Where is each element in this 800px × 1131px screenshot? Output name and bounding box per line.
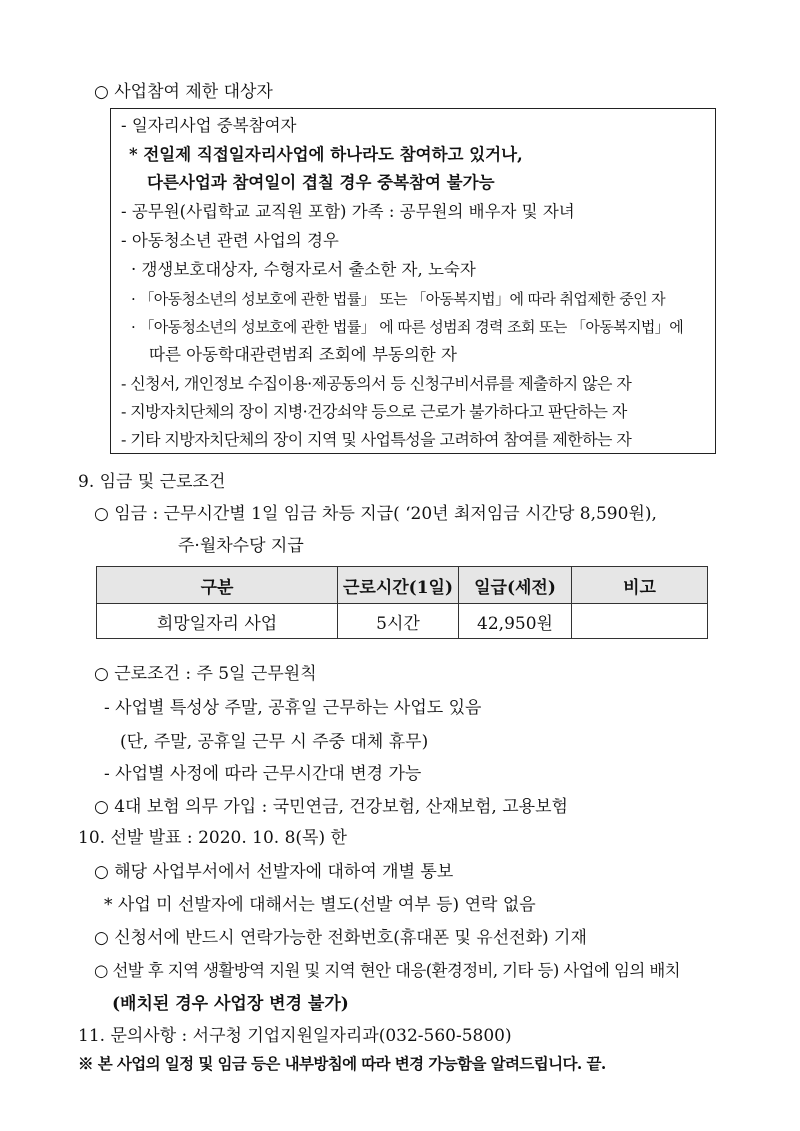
restriction-item: · 「아동청소년의 성보호에 관한 법률」 에 따른 성범죄 경력 조회 또는 「아동복지법」에 xyxy=(131,318,684,336)
restriction-item: - 지방자치단체의 장이 지병·건강쇠약 등으로 근로가 불가하다고 판단하는 자 xyxy=(121,402,627,421)
table-cell: 희망일자리 사업 xyxy=(97,604,338,639)
restriction-item: 따른 아동학대관련범죄 조회에 부동의한 자 xyxy=(149,345,457,364)
restriction-heading: ○ 사업참여 제한 대상자 xyxy=(94,82,273,102)
wage-line-2: 주·월차수당 지급 xyxy=(178,536,304,556)
table-header: 구분 xyxy=(97,567,338,604)
restriction-item: - 신청서, 개인정보 수집이용·제공동의서 등 신청구비서류를 제출하지 않은 자 xyxy=(121,374,632,393)
wage-line: ○ 임금 : 근무시간별 1일 임금 차등 지급( ‘20년 최저임금 시간당 8,590원), xyxy=(94,504,657,524)
restriction-item: · 「아동청소년의 성보호에 관한 법률」 또는 「아동복지법」에 따라 취업제한 중인 자 xyxy=(131,290,666,308)
insurance-line: ○ 4대 보험 의무 가입 : 국민연금, 건강보험, 산재보험, 고용보험 xyxy=(94,797,568,817)
table-header: 근로시간(1일) xyxy=(338,567,459,604)
table-header: 비고 xyxy=(572,567,708,604)
table-row xyxy=(97,604,708,639)
restriction-item: - 공무원(사립학교 교직원 포함) 가족 : 공무원의 배우자 및 자녀 xyxy=(121,202,575,221)
restriction-item: - 일자리사업 중복참여자 xyxy=(121,116,297,135)
footer-note: ※ 본 사업의 일정 및 임금 등은 내부방침에 따라 변경 가능함을 알려드립니다. 끝. xyxy=(78,1054,606,1073)
table-cell: 5시간 xyxy=(338,604,459,639)
restriction-item: - 아동청소년 관련 사업의 경우 xyxy=(121,231,339,250)
restriction-item: 다른사업과 참여일이 겹칠 경우 중복참여 불가능 xyxy=(147,173,495,192)
section10-item: ○ 선발 후 지역 생활방역 지원 및 지역 현안 대응(환경정비, 기타 등) 사업에 임의 배치 xyxy=(94,961,680,980)
conditions-item: - 사업별 사정에 따라 근무시간대 변경 가능 xyxy=(104,764,422,784)
table-cell: 42,950원 xyxy=(459,604,572,639)
table-header-row xyxy=(97,567,708,604)
section10-item: ○ 신청서에 반드시 연락가능한 전화번호(휴대폰 및 유선전화) 기재 xyxy=(94,928,587,948)
restriction-item: - 기타 지방자치단체의 장이 지역 및 사업특성을 고려하여 참여를 제한하는 자 xyxy=(121,430,632,449)
section10-title: 10. 선발 발표 : 2020. 10. 8(목) 한 xyxy=(78,828,347,848)
table-header: 일급(세전) xyxy=(459,567,572,604)
section10-item: * 사업 미 선발자에 대해서는 별도(선발 여부 등) 연락 없음 xyxy=(104,895,536,915)
restriction-box xyxy=(110,108,716,454)
conditions-item: (단, 주말, 공휴일 근무 시 주중 대체 휴무) xyxy=(120,732,429,752)
conditions-line: ○ 근로조건 : 주 5일 근무원칙 xyxy=(94,664,317,684)
conditions-item: - 사업별 특성상 주말, 공휴일 근무하는 사업도 있음 xyxy=(104,698,482,718)
section9-title: 9. 임금 및 근로조건 xyxy=(78,472,226,492)
section11-title: 11. 문의사항 : 서구청 기업지원일자리과(032-560-5800) xyxy=(78,1026,512,1046)
restriction-item: * 전일제 직접일자리사업에 하나라도 참여하고 있거나, xyxy=(129,145,523,164)
section10-item: (배치된 경우 사업장 변경 불가) xyxy=(112,994,349,1014)
restriction-item: · 갱생보호대상자, 수형자로서 출소한 자, 노숙자 xyxy=(131,260,476,279)
table-cell xyxy=(572,604,708,639)
wage-table xyxy=(96,566,708,639)
section10-item: ○ 해당 사업부서에서 선발자에 대하여 개별 통보 xyxy=(94,862,454,882)
